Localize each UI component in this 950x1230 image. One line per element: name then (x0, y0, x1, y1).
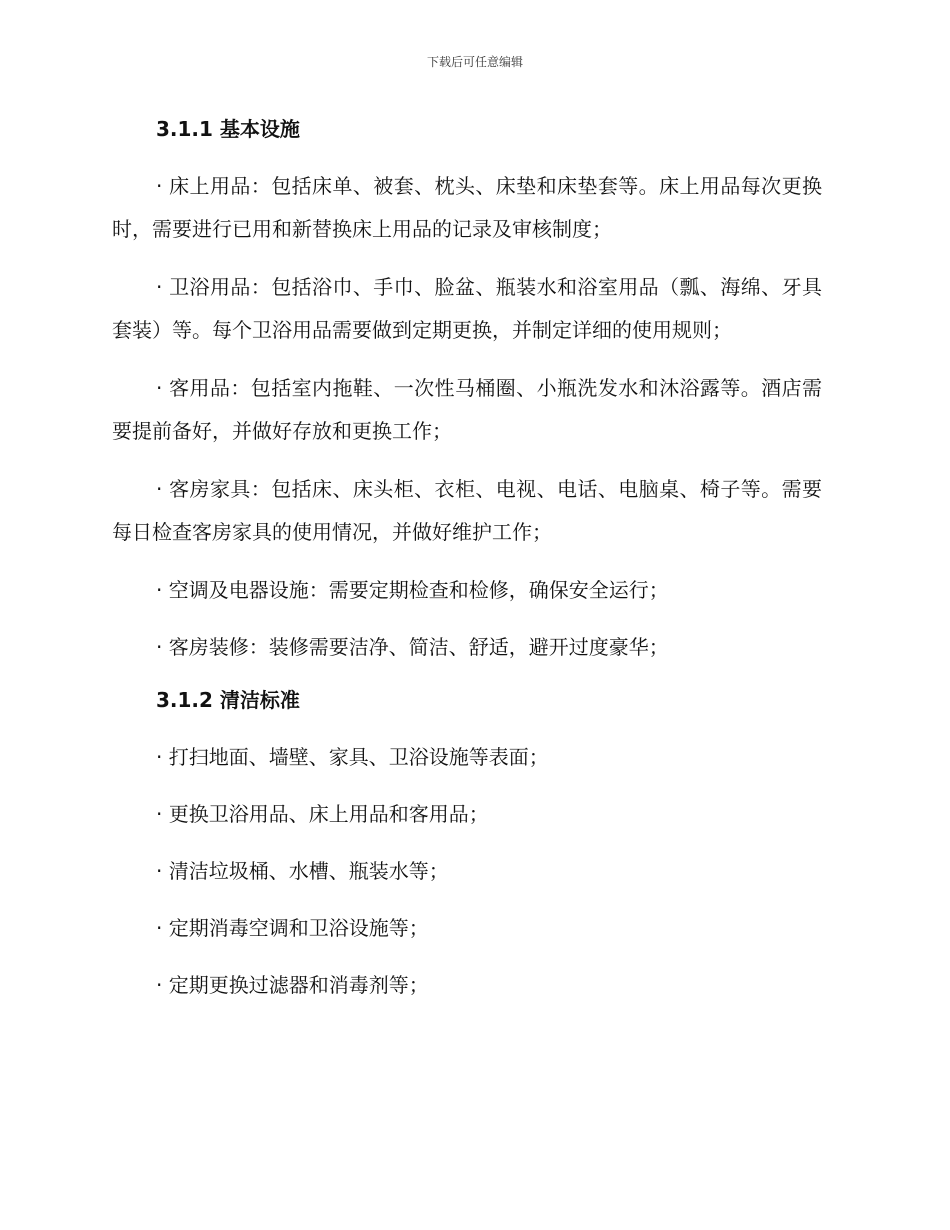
paragraph-replace-supplies: · 更换卫浴用品、床上用品和客用品； (156, 802, 489, 826)
paragraph-guest-supplies: · 客用品：包括室内拖鞋、一次性马桶圈、小瓶洗发水和沐浴露等。酒店需要提前备好，并做好存放和更换工作； (112, 376, 822, 443)
paragraph-bath-supplies: · 卫浴用品：包括浴巾、手巾、脸盆、瓶装水和浴室用品（瓢、海绵、牙具套装）等。每个卫浴用品需要做到定期更换，并制定详细的使用规则； (112, 275, 822, 342)
section-heading-cleaning-standard: 3.1.2 清洁标准 (156, 688, 300, 712)
document-body (112, 112, 822, 1021)
paragraph-disinfect: · 定期消毒空调和卫浴设施等； (156, 916, 429, 940)
paragraph-bedding: · 床上用品：包括床单、被套、枕头、床垫和床垫套等。床上用品每次更换时，需要进行已用和新替换床上用品的记录及审核制度； (112, 174, 822, 241)
paragraph-room-furniture: · 客房家具：包括床、床头柜、衣柜、电视、电话、电脑桌、椅子等。需要每日检查客房家具的使用情况，并做好维护工作； (112, 477, 822, 544)
paragraph-air-conditioning: · 空调及电器设施：需要定期检查和检修，确保安全运行； (156, 578, 669, 602)
paragraph-clean-surfaces: · 打扫地面、墙壁、家具、卫浴设施等表面； (156, 745, 549, 769)
paragraph-clean-bins: · 清洁垃圾桶、水槽、瓶装水等； (156, 859, 449, 883)
paragraph-room-decoration: · 客房装修：装修需要洁净、简洁、舒适，避开过度豪华； (156, 635, 669, 659)
section-heading-basic-facilities: 3.1.1 基本设施 (156, 117, 300, 141)
page-header: 下载后可任意编辑 (426, 55, 523, 69)
paragraph-replace-filters: · 定期更换过滤器和消毒剂等； (156, 973, 429, 997)
